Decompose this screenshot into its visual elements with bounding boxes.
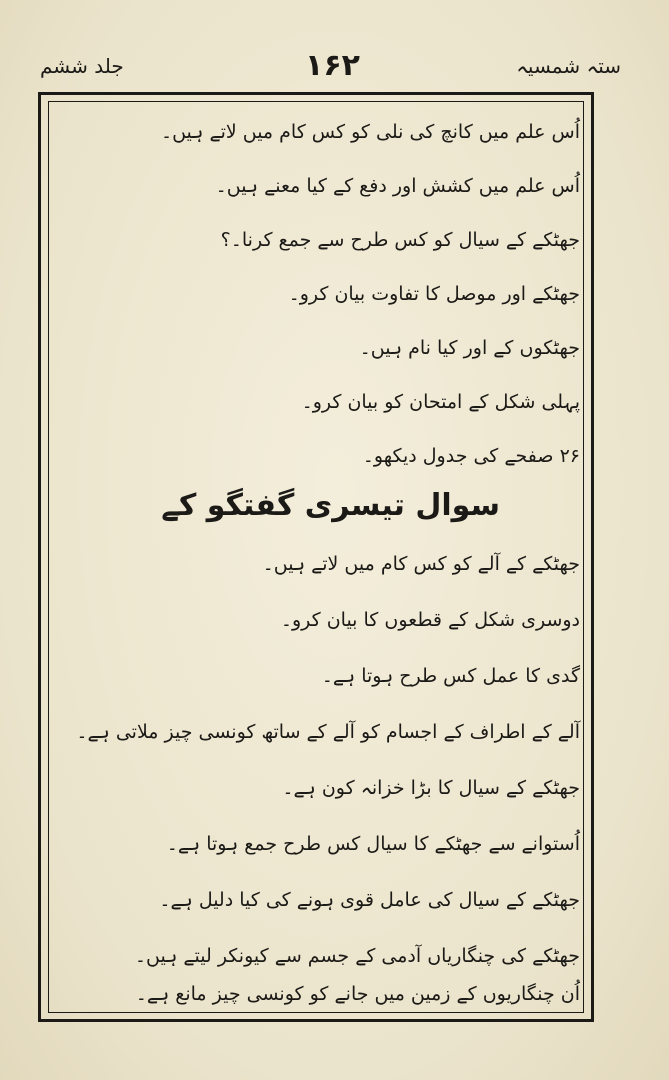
question-line: جھٹکے کی چنگاریاں آدمی کے جسم سے کیونکر لیتے ہیں۔ bbox=[134, 945, 580, 967]
question-line: پہلی شکل کے امتحان کو بیان کرو۔ bbox=[301, 391, 580, 413]
question-line: جھٹکے اور موصل کا تفاوت بیان کرو۔ bbox=[288, 283, 580, 305]
question-line: ۲۶ صفحے کی جدول دیکھو۔ bbox=[362, 445, 580, 467]
question-line: اُس علم میں کشش اور دفع کے کیا معنے ہیں۔ bbox=[215, 175, 580, 197]
question-line: اُس علم میں کانچ کی نلی کو کس کام میں لاتے ہیں۔ bbox=[160, 121, 580, 143]
question-line: جھٹکے کے سیال کی عامل قوی ہونے کی کیا دلیل ہے۔ bbox=[159, 889, 580, 911]
question-line: اُستوانے سے جھٹکے کا سیال کس طرح جمع ہوتا ہے۔ bbox=[166, 833, 580, 855]
question-list bbox=[60, 110, 580, 1010]
question-line: گدی کا عمل کس طرح ہوتا ہے۔ bbox=[321, 665, 580, 687]
volume-label: جلد ششم bbox=[40, 54, 124, 78]
question-line: دوسری شکل کے قطعوں کا بیان کرو۔ bbox=[280, 609, 580, 631]
page-number: ۱۶۲ bbox=[305, 48, 360, 83]
question-line: جھٹکے کے آلے کو کس کام میں لاتے ہیں۔ bbox=[262, 553, 580, 575]
running-title: ستہ شمسیہ bbox=[516, 54, 621, 78]
question-line: جھٹکے کے سیال کا بڑا خزانہ کون ہے۔ bbox=[282, 777, 580, 799]
question-line: آلے کے اطراف کے اجسام کو آلے کے ساتھ کونسی چیز ملاتی ہے۔ bbox=[76, 721, 580, 743]
question-line: اُن چنگاریوں کے زمین میں جانے کو کونسی چیز مانع ہے۔ bbox=[135, 983, 580, 1005]
section-heading: سوال تیسری گفتگو کے bbox=[161, 488, 500, 523]
page-header bbox=[40, 48, 625, 92]
question-line: جھٹکوں کے اور کیا نام ہیں۔ bbox=[359, 337, 580, 359]
question-line: جھٹکے کے سیال کو کس طرح سے جمع کرنا۔؟ bbox=[220, 229, 580, 251]
